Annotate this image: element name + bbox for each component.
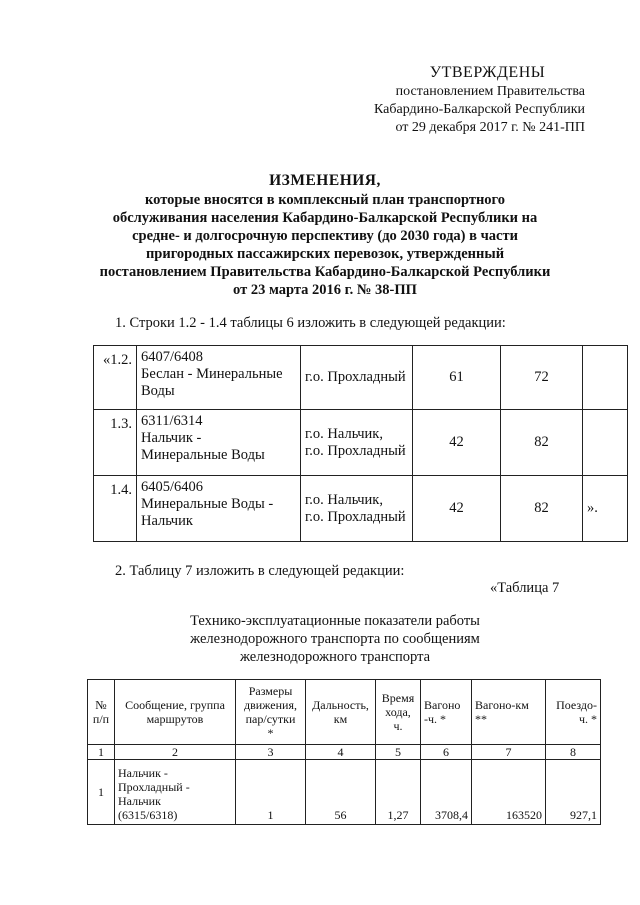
column-number: 1: [88, 745, 115, 760]
row-number: 1: [88, 760, 115, 825]
row-number: 1.4.: [94, 476, 137, 542]
table-header-row: [88, 680, 601, 745]
row-number: «1.2.: [94, 346, 137, 410]
table-7: [87, 679, 601, 825]
header-line: -ч. *: [424, 712, 447, 726]
header-line: *: [267, 726, 274, 740]
header-line: Дальность,: [312, 698, 369, 712]
item-1-text: 1. Строки 1.2 - 1.4 таблицы 6 изложить в следующей редакции:: [115, 315, 506, 331]
route-line: 6405/6406: [141, 479, 204, 495]
column-number: 2: [115, 745, 236, 760]
title-line: Технико-эксплуатационные показатели работы: [190, 613, 480, 629]
header-line: п/п: [92, 712, 110, 726]
row-number: 1.3.: [94, 410, 137, 476]
document-heading: [90, 172, 560, 299]
header-cell: [421, 680, 472, 745]
route-line: Нальчик -: [118, 766, 168, 780]
wagon-km-cell: 163520: [472, 760, 546, 825]
wagon-hours-cell: 3708,4: [421, 760, 472, 825]
header-line: **: [475, 712, 487, 726]
column-number: 5: [376, 745, 421, 760]
title-line: железнодорожного транспорта: [239, 649, 431, 665]
table-row: [94, 346, 628, 410]
route-cell: [137, 346, 301, 410]
table-row: [88, 760, 601, 825]
city-line: г.о. Нальчик,: [305, 491, 383, 508]
route-cell: [115, 760, 236, 825]
header-cell: [376, 680, 421, 745]
header-line: маршрутов: [146, 712, 204, 726]
approval-line: Кабардино-Балкарской Республики: [374, 102, 585, 117]
approval-line: постановлением Правительства: [395, 84, 585, 99]
route-line: (6315/6318): [118, 808, 178, 822]
column-number: 6: [421, 745, 472, 760]
header-line: Вагоно-км: [475, 698, 529, 712]
header-line: ч.: [393, 719, 403, 733]
header-line: км: [333, 712, 348, 726]
city-line: г.о. Прохладный: [305, 369, 406, 385]
city-cell: [301, 476, 413, 542]
value-cell: 82: [501, 476, 583, 542]
column-number: 8: [546, 745, 601, 760]
heading-line: от 23 марта 2016 г. № 38-ПП: [233, 282, 417, 298]
city-cell: [301, 346, 413, 410]
value-cell: 82: [501, 410, 583, 476]
table-row: [94, 476, 628, 542]
train-hours-cell: 927,1: [546, 760, 601, 825]
header-line: пар/сутки: [245, 712, 296, 726]
column-number: 4: [306, 745, 376, 760]
header-line: хода,: [385, 705, 411, 719]
route-line: 6407/6408: [141, 349, 204, 365]
header-line: ч. *: [578, 712, 597, 726]
route-cell: [137, 410, 301, 476]
closing-cell: ».: [583, 476, 628, 542]
title-line: железнодорожного транспорта по сообщениям: [190, 631, 480, 647]
header-line: Вагоно: [424, 698, 461, 712]
header-cell: [115, 680, 236, 745]
heading-line: пригородных пассажирских перевозок, утвержденный: [145, 246, 505, 262]
route-line: Минеральные Воды: [141, 447, 265, 463]
route-line: Воды: [141, 383, 175, 399]
header-line: №: [95, 698, 107, 712]
header-line: движения,: [243, 698, 297, 712]
route-line: Нальчик: [118, 794, 161, 808]
route-line: Беслан - Минеральные: [141, 366, 283, 382]
heading-title: ИЗМЕНЕНИЯ,: [269, 172, 381, 189]
approval-title: УТВЕРЖДЕНЫ: [429, 64, 546, 81]
header-line: Размеры: [248, 684, 293, 698]
route-line: 6311/6314: [141, 413, 203, 429]
table-reference: «Таблица 7: [490, 580, 560, 596]
heading-line: средне- и долгосрочную перспективу (до 2030 года) в части: [132, 228, 518, 244]
city-line: г.о. Прохладный: [305, 442, 406, 459]
header-line: Сообщение, группа: [125, 698, 225, 712]
column-number: 3: [236, 745, 306, 760]
value-cell: 61: [413, 346, 501, 410]
heading-line: обслуживания населения Кабардино-Балкарской Республики на: [112, 210, 538, 226]
heading-line: которые вносятся в комплексный план транспортного: [144, 192, 506, 208]
city-line: г.о. Нальчик,: [305, 425, 383, 442]
closing-cell: [583, 410, 628, 476]
route-line: Минеральные Воды -: [141, 496, 274, 512]
distance-cell: 56: [306, 760, 376, 825]
city-line: г.о. Прохладный: [305, 508, 406, 525]
route-line: Нальчик -: [141, 430, 202, 446]
value-cell: 42: [413, 410, 501, 476]
table-7-title: [170, 612, 500, 666]
header-line: Поездо-: [556, 698, 597, 712]
closing-cell: [583, 346, 628, 410]
time-cell: 1,27: [376, 760, 421, 825]
table-row: [94, 410, 628, 476]
city-cell: [301, 410, 413, 476]
approval-line: от 29 декабря 2017 г. № 241-ПП: [395, 120, 585, 135]
route-line: Нальчик: [141, 513, 193, 529]
header-line: Время: [381, 691, 415, 705]
approval-block: [330, 64, 585, 137]
value-cell: 42: [413, 476, 501, 542]
header-cell: [236, 680, 306, 745]
value-cell: 72: [501, 346, 583, 410]
header-cell: [472, 680, 546, 745]
header-cell: [88, 680, 115, 745]
route-cell: [137, 476, 301, 542]
column-number-row: [88, 745, 601, 760]
column-number: 7: [472, 745, 546, 760]
header-cell: [306, 680, 376, 745]
table-6: [93, 345, 628, 542]
item-2-text: 2. Таблицу 7 изложить в следующей редакции:: [115, 563, 405, 579]
route-line: Прохладный -: [118, 780, 190, 794]
heading-line: постановлением Правительства Кабардино-Балкарской Республики: [99, 264, 551, 280]
header-cell: [546, 680, 601, 745]
pairs-cell: 1: [236, 760, 306, 825]
